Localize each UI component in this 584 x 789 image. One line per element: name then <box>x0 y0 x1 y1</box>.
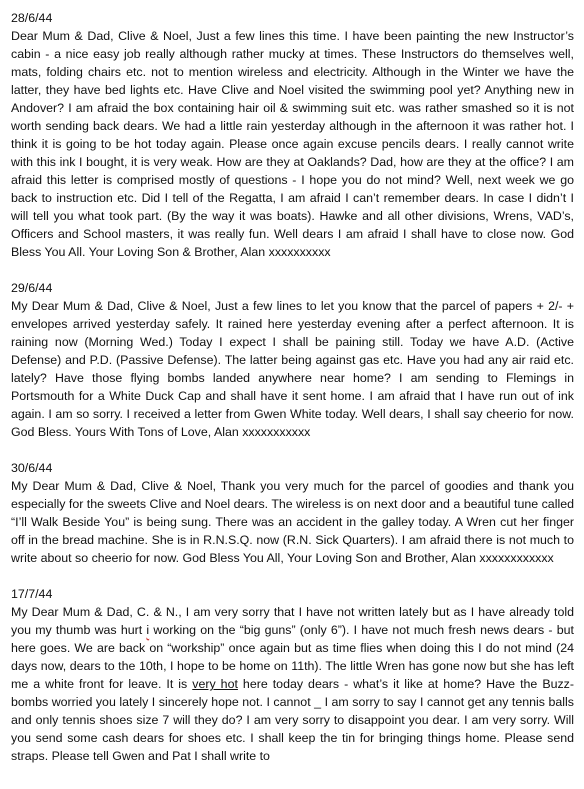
letter-text-segment: working on the “big guns” (only 6”). I have not much fresh news dears - but here goes. We are back on “workship” once again but as time flies when doing this I do not mind (24 days now, dears to the 10th, I hope to be home on 11th). The little Wren has gone now but she has left me a white front for leave. It is <box>11 623 574 691</box>
underlined-text: very hot <box>192 677 238 691</box>
letter-date: 28/6/44 <box>11 11 53 25</box>
letter-entry <box>11 585 574 765</box>
letter-date: 17/7/44 <box>11 587 53 601</box>
letter-entry <box>11 9 574 261</box>
letter-body: My Dear Mum & Dad, Clive & Noel, Just a few lines to let you know that the parcel of papers + 2/- + envelopes arrived yesterday safely. It rained here yesterday evening after a perfect afternoon. It is raining now (Morning Wed.) Today I expect I shall be paining still. Today we have A.D. (Active Defense) and P.D. (Passive Defense). The latter being against gas etc. Have you had any air raid etc. lately? Have those flying bombs landed anywhere near home? I am sending to Flemings in Portsmouth for a White Duck Cap and shall have it sent home. I am afraid that I have run out of ink again. I am so sorry. I received a letter from Gwen White today. Well dears, I shall say cheerio for now. God Bless. Yours With Tons of Love, Alan xxxxxxxxxxx <box>11 299 574 439</box>
letter-date: 30/6/44 <box>11 461 53 475</box>
letter-entry <box>11 459 574 567</box>
letter-entry <box>11 279 574 441</box>
letter-body: Dear Mum & Dad, Clive & Noel, Just a few lines this time. I have been painting the new Instructor’s cabin - a nice easy job really although rather mucky at times. These Instructors do themselves well, mats, folding chairs etc. not to mention wireless and electricity. Although in the Winter we have the latter, they have bed lights etc. Have Clive and Noel visited the swimming pool yet? Anything new in Andover? I am afraid the box containing hair oil & swimming suit etc. was rather smashed so it is not worth sending back dears. We had a little rain yesterday although in the afternoon it was rather hot. I think it is going to be hot today again. Please once again excuse pencils dears. I really cannot write with this ink I bought, it is very weak. How are they at Oaklands? Dad, how are they at the office? I am afraid this letter is comprised mostly of questions - I hope you do not mind? Well, next week we go back to instruction etc. Did I tell of the Regatta, I am afraid I can’t remember dears. In case I didn’t I will tell you what took part. (By the way it was boats). Hawke and all other divisions, Wrens, VAD’s, Officers and School masters, it was really fun. Well dears I am afraid I shall have to close now. God Bless You All. Your Loving Son & Brother, Alan xxxxxxxxxx <box>11 29 574 259</box>
letter-text-segment: My Dear Mum & Dad, C. & N., I am very sorry that I have not written lately but as I have already told you my thumb was hurt <box>11 605 574 637</box>
letter-body: My Dear Mum & Dad, Clive & Noel, Thank you very much for the parcel of goodies and thank you especially for the sweets Clive and Noel dears. The wireless is on next door and a beautiful tune called “I’ll Walk Beside You” is being sung. There was an accident in the galley today. A Wren cut her finger off in the bread machine. She is in R.N.S.Q. now (R.N. Sick Quarters). I am afraid there is not much to write about so cheerio for now. God Bless You All, Your Loving Son and Brother, Alan xxxxxxxxxxxx <box>11 479 574 565</box>
letter-date: 29/6/44 <box>11 281 53 295</box>
spellcheck-marked-word: i <box>146 623 150 637</box>
letter-text-segment: here today dears - what’s it like at home? Have the Buzz-bombs worried you lately I sincerely hope not. I cannot _ I am sorry to say I cannot get any tennis balls and only tennis shoes size 7 will they do? I am very sorry to disappoint you dear. I am very sorry. Will you send some cash dears for shoes etc. I shall keep the tin for bringing things home. Please send straps. Please tell Gwen and Pat I shall write to <box>11 677 574 763</box>
letter-body <box>11 603 574 765</box>
